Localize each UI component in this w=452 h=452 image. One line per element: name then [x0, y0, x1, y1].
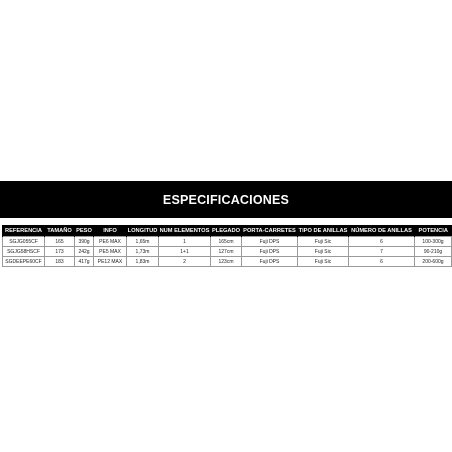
- header-plegado: PLEGADO: [211, 225, 242, 237]
- cell-numero-de-anillas: 6: [349, 237, 415, 247]
- cell-longitud: 1,83m: [127, 257, 159, 267]
- cell-peso: 390g: [75, 237, 94, 247]
- cell-tamano: 165: [45, 237, 75, 247]
- cell-tamano: 173: [45, 247, 75, 257]
- cell-potencia: 200-600g: [415, 257, 452, 267]
- cell-peso: 417g: [75, 257, 94, 267]
- cell-plegado: 127cm: [211, 247, 242, 257]
- header-potencia: POTENCIA: [415, 225, 452, 237]
- table-row: [3, 237, 452, 247]
- page-title: ESPECIFICACIONES: [162, 192, 290, 207]
- header-info: INFO: [94, 225, 127, 237]
- cell-tamano: 183: [45, 257, 75, 267]
- cell-peso: 242g: [75, 247, 94, 257]
- cell-referencia: SGJG58HSCF: [3, 247, 45, 257]
- header-porta-carretes: PORTA-CARRETES: [242, 225, 298, 237]
- cell-num-elementos: 1: [159, 237, 211, 247]
- cell-longitud: 1,65m: [127, 237, 159, 247]
- table-row: [3, 257, 452, 267]
- header-tamano: TAMAÑO: [45, 225, 75, 237]
- cell-tipo-de-anillas: Fuji Sic: [298, 247, 349, 257]
- header-num-elementos: NUM ELEMENTOS: [159, 225, 211, 237]
- cell-potencia: 100-300g: [415, 237, 452, 247]
- cell-info: PE12 MAX: [94, 257, 127, 267]
- title-banner: [0, 181, 452, 218]
- specs-table: [2, 225, 452, 267]
- table-header-row: [3, 225, 452, 237]
- table-row: [3, 247, 452, 257]
- cell-porta-carretes: Fuji DPS: [242, 237, 298, 247]
- header-longitud: LONGITUD: [127, 225, 159, 237]
- cell-porta-carretes: Fuji DPS: [242, 257, 298, 267]
- cell-numero-de-anillas: 6: [349, 257, 415, 267]
- header-tipo-de-anillas: TIPO DE ANILLAS: [298, 225, 349, 237]
- cell-info: PE6 MAX: [94, 237, 127, 247]
- cell-referencia: SGJG055CF: [3, 237, 45, 247]
- cell-num-elementos: 1+1: [159, 247, 211, 257]
- cell-numero-de-anillas: 7: [349, 247, 415, 257]
- cell-plegado: 165cm: [211, 237, 242, 247]
- cell-tipo-de-anillas: Fuji Sic: [298, 257, 349, 267]
- cell-plegado: 123cm: [211, 257, 242, 267]
- header-peso: PESO: [75, 225, 94, 237]
- cell-num-elementos: 2: [159, 257, 211, 267]
- cell-porta-carretes: Fuji DPS: [242, 247, 298, 257]
- cell-potencia: 90-210g: [415, 247, 452, 257]
- header-numero-de-anillas: NÚMERO DE ANILLAS: [349, 225, 415, 237]
- cell-referencia: SGDEEPE60CF: [3, 257, 45, 267]
- cell-longitud: 1,73m: [127, 247, 159, 257]
- header-referencia: REFERENCIA: [3, 225, 45, 237]
- cell-tipo-de-anillas: Fuji Sic: [298, 237, 349, 247]
- cell-info: PE5 MAX: [94, 247, 127, 257]
